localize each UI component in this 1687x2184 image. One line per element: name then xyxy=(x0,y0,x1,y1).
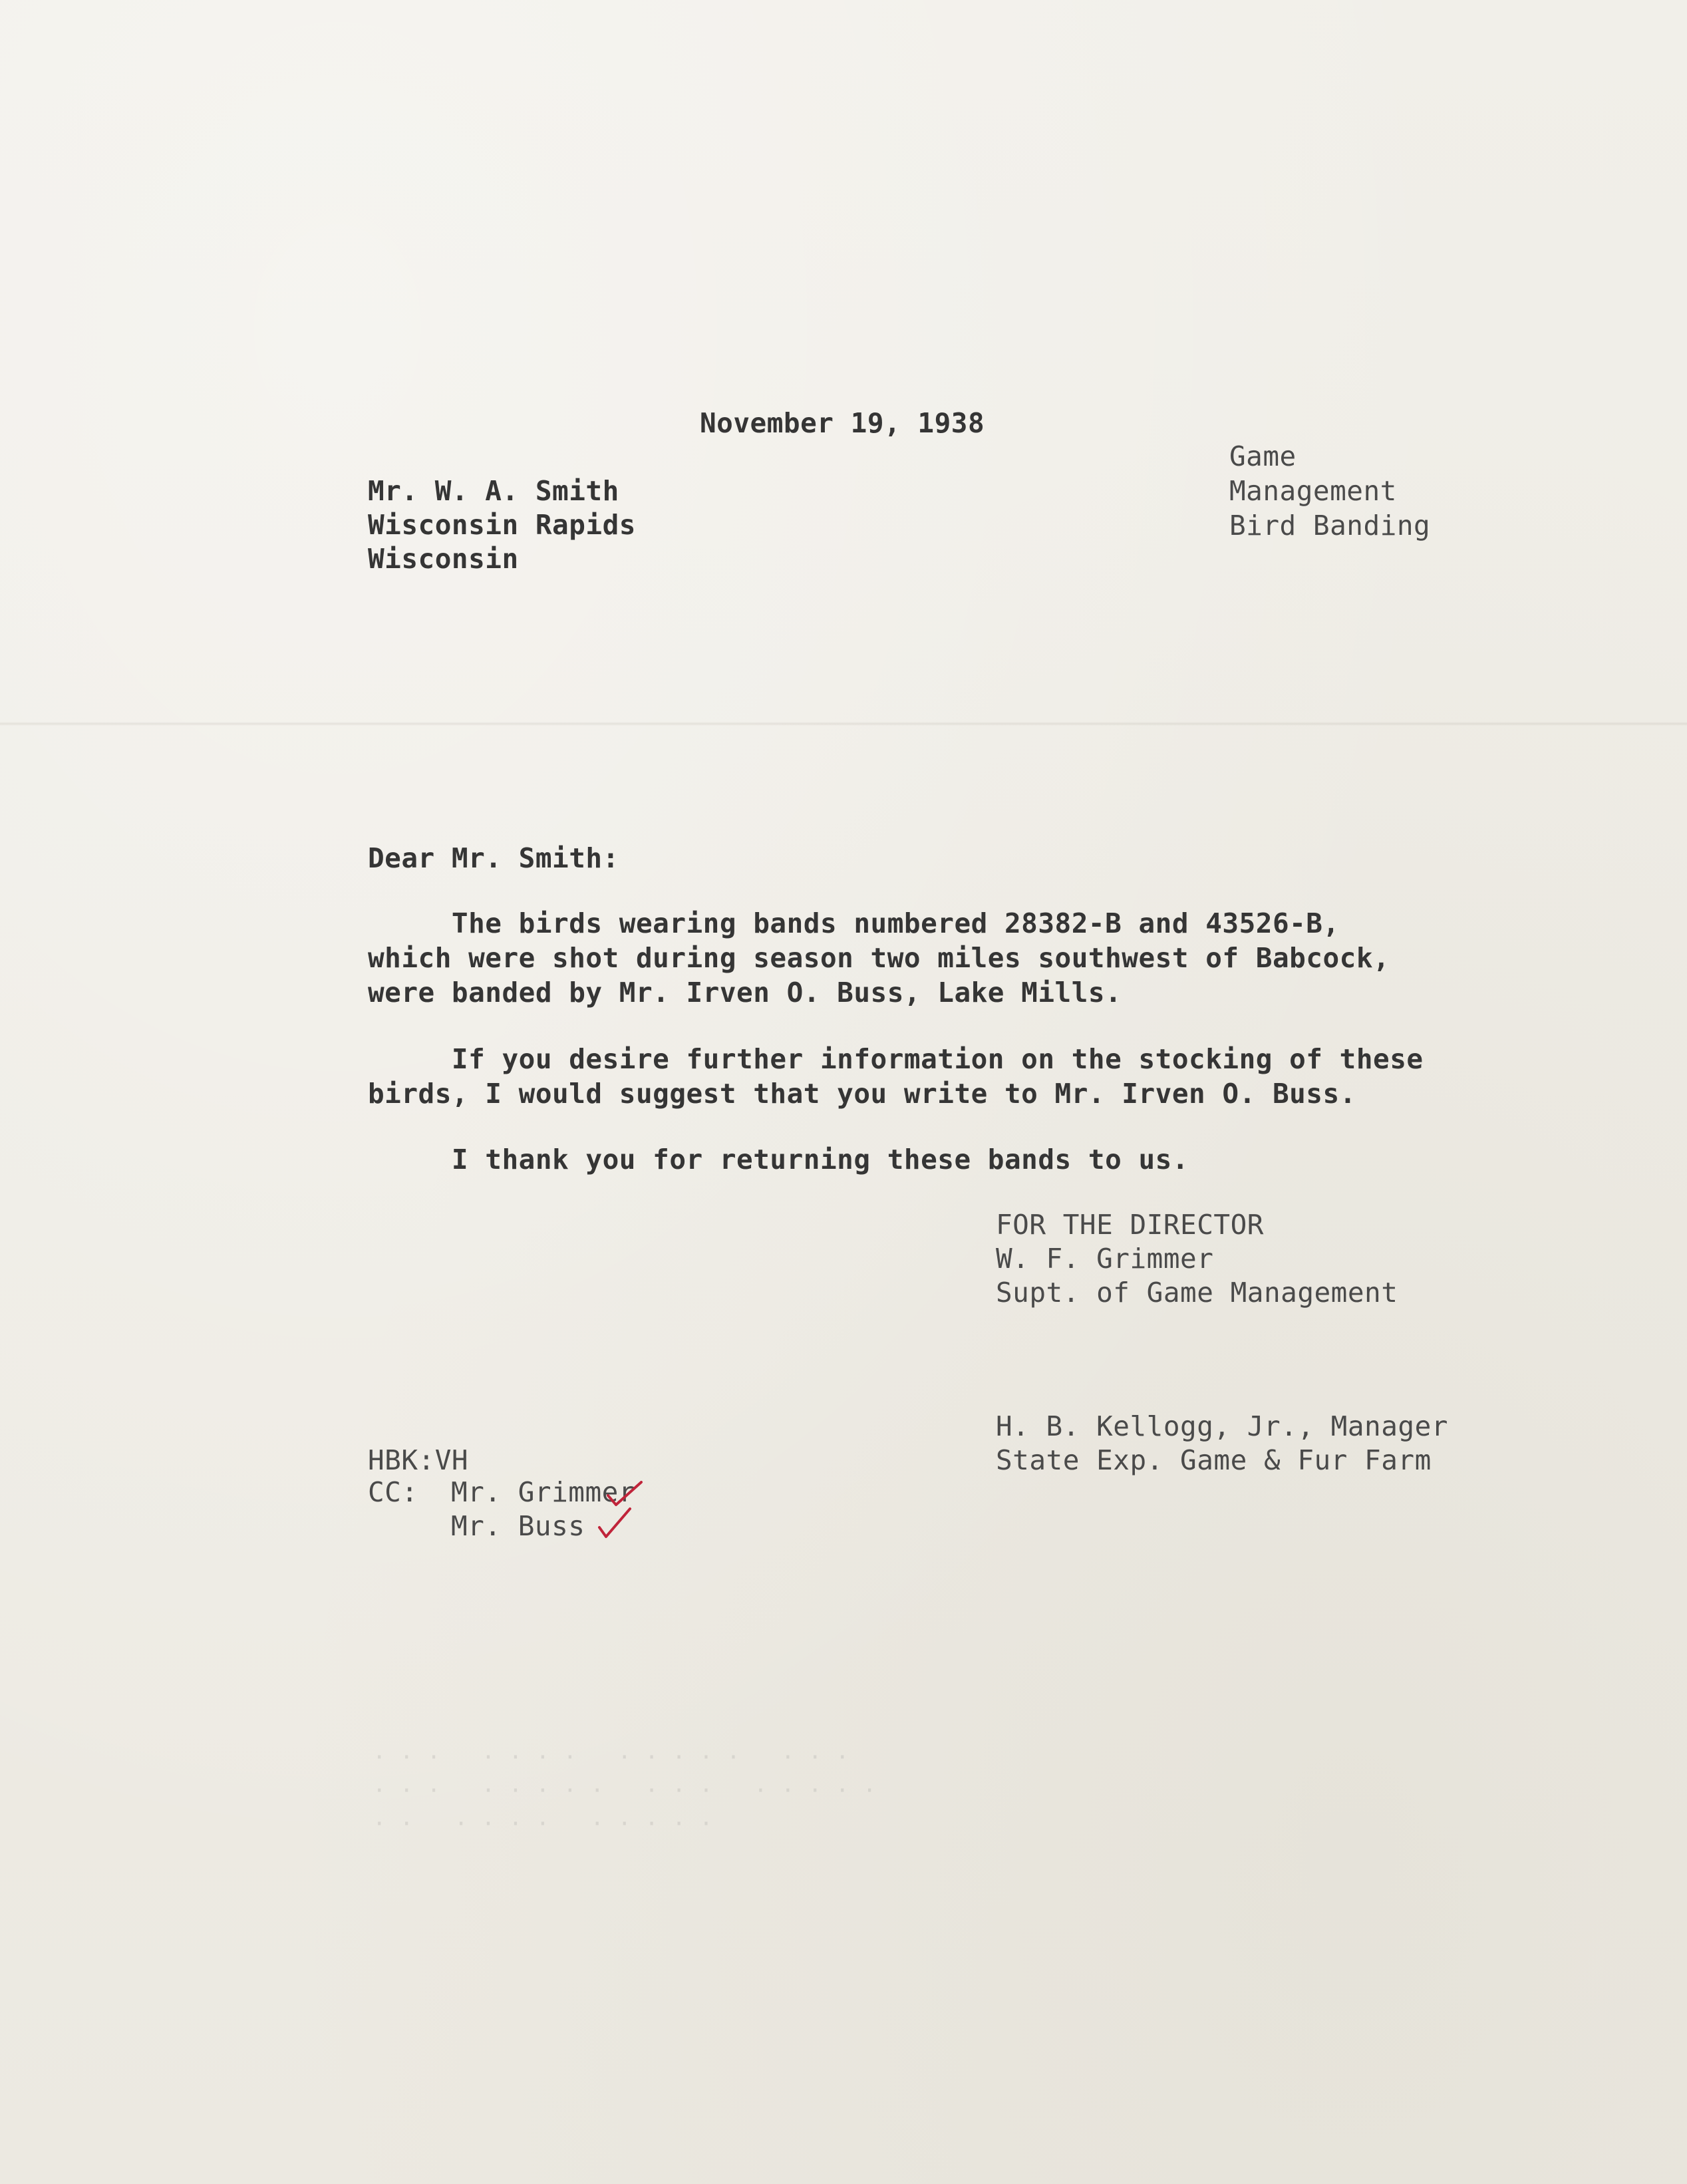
body-paragraph-1-line-3: were banded by Mr. Irven O. Buss, Lake Mills. xyxy=(368,977,1122,1009)
show-through-bleed: · · · · · · · · · · · · · · · · xyxy=(373,1778,877,1804)
recipient-state: Wisconsin xyxy=(368,543,519,575)
body-paragraph-1-line-2: which were shot during season two miles southwest of Babcock, xyxy=(368,942,1390,974)
filing-code-game: Game xyxy=(1229,440,1297,472)
letter-date: November 19, 1938 xyxy=(700,407,985,439)
director-line-1: FOR THE DIRECTOR xyxy=(996,1209,1264,1241)
body-paragraph-2-line-2: birds, I would suggest that you write to Mr. Irven O. Buss. xyxy=(368,1078,1356,1110)
cc-name-grimmer: Mr. Grimmer xyxy=(451,1476,636,1508)
signature-line-2: State Exp. Game & Fur Farm xyxy=(996,1444,1432,1476)
recipient-name: Mr. W. A. Smith xyxy=(368,475,619,507)
filing-code-bird-banding: Bird Banding xyxy=(1229,510,1431,542)
recipient-city: Wisconsin Rapids xyxy=(368,509,636,541)
salutation: Dear Mr. Smith: xyxy=(368,842,619,874)
paper-fold-line xyxy=(0,722,1687,726)
cc-name-buss: Mr. Buss xyxy=(451,1510,585,1542)
director-line-2: W. F. Grimmer xyxy=(996,1243,1214,1275)
reference-initials: HBK:VH xyxy=(368,1444,469,1476)
show-through-bleed: · · · · · · · · · · · xyxy=(373,1811,713,1837)
show-through-bleed: · · · · · · · · · · · · · · · xyxy=(373,1744,849,1771)
check-mark-icon-buss xyxy=(595,1503,635,1543)
body-paragraph-3-line-1: I thank you for returning these bands to us. xyxy=(368,1144,1189,1175)
director-line-3: Supt. of Game Management xyxy=(996,1277,1398,1309)
filing-code-management: Management xyxy=(1229,475,1397,507)
signature-line-1: H. B. Kellogg, Jr., Manager xyxy=(996,1410,1448,1442)
body-paragraph-1-line-1: The birds wearing bands numbered 28382-B and 43526-B, xyxy=(368,907,1340,939)
body-paragraph-2-line-1: If you desire further information on the stocking of these xyxy=(368,1043,1424,1075)
cc-label: CC: xyxy=(368,1476,418,1508)
